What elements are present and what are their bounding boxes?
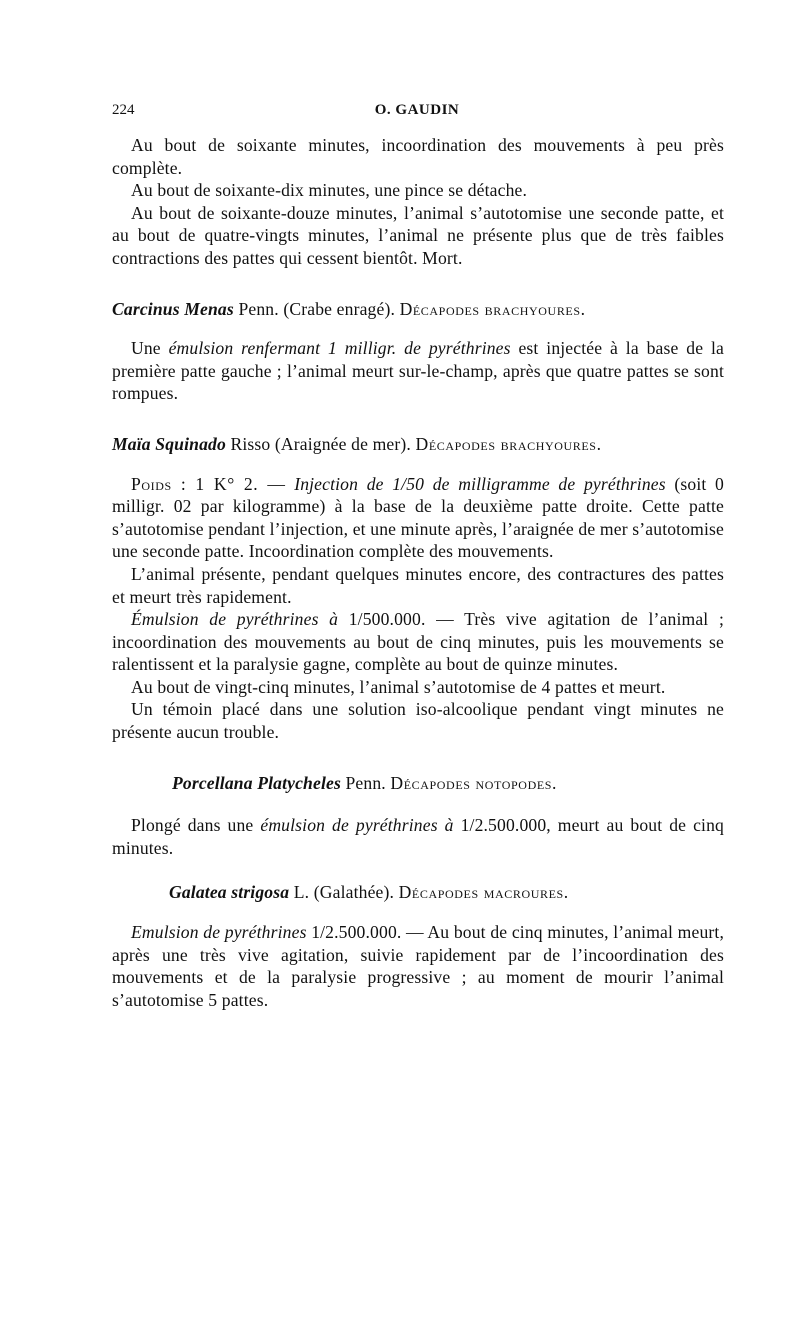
species-author: Penn. (238, 298, 279, 319)
italic-run: Emulsion de pyréthrines (131, 922, 307, 943)
common-name: (Crabe enragé). (283, 298, 395, 319)
italic-run: Injection de 1/50 de milligramme de pyréthrines (294, 473, 666, 494)
text-run: (soit 0 milligr. 02 par kilogramme) à la base de la deuxième patte droite. Cette patte s’autotomise pendant l’injection, et une minute après, l’araignée de mer s’autotomise une seconde patte. Incoordination complète des mouvements. (112, 473, 724, 562)
text-run: 1/500.000. — Très vive agitation de l’animal ; incoordination des mouvements au bout de cinq minutes, puis les mouvements se ralentissent et la paralysie gagne, complète au bout de quinze minutes. (112, 609, 724, 675)
text-run: 1/2.500.000. — Au bout de cinq minutes, l’animal meurt, après une très vive agitation, suivie rapidement par de l’incoordination des mouvements et de la paralysie progressive ; au moment de mourir l’animal s’autotomise 5 pattes. (112, 922, 724, 1010)
text-run: Poids : 1 K° 2. — (131, 473, 286, 494)
species-name: Porcellana Platycheles (172, 772, 341, 793)
text-run: 1/2.500.000, meurt au bout de cinq minutes. (112, 815, 724, 858)
taxonomic-group: Décapodes brachyoures. (415, 433, 602, 454)
paragraph (112, 921, 724, 1011)
paragraph: Au bout de soixante-douze minutes, l’animal s’autotomise une seconde patte, et au bout de quatre-vingts minutes, l’animal ne présente plus que de très faibles contractions des pattes qui cessent bientôt. Mort. (112, 202, 724, 268)
paragraph: Au bout de soixante-dix minutes, une pince se détache. (131, 180, 528, 201)
paragraph (112, 608, 724, 676)
page-header (112, 102, 722, 128)
paragraph: Un témoin placé dans une solution iso-alcoolique pendant vingt minutes ne présente aucun trouble. (112, 699, 724, 743)
species-name: Carcinus Menas (112, 298, 234, 319)
species-name: Maïa Squinado (112, 433, 226, 454)
species-author: L. (293, 882, 310, 903)
taxonomic-group: Décapodes macroures. (398, 882, 569, 903)
page-number: 224 (112, 102, 135, 118)
italic-run: émulsion renfermant 1 milligr. de pyréthrines (168, 338, 511, 359)
section-heading-maia (112, 433, 724, 456)
common-name: (Galathée). (313, 882, 395, 903)
species-author: Risso (230, 433, 271, 454)
italic-run: Émulsion de pyréthrines à (131, 609, 339, 630)
text-run: Une (131, 338, 161, 359)
taxonomic-group: Décapodes brachyoures. (399, 298, 586, 319)
paragraph: Au bout de soixante minutes, incoordination des mouvements à peu près complète. (112, 135, 724, 178)
paragraph: L’animal présente, pendant quelques minutes encore, des contractures des pattes et meurt très rapidement. (112, 563, 724, 607)
text-run: est injectée à la base de la première patte gauche ; l’animal meurt sur-le-champ, après que quatre pattes se sont rompues. (112, 338, 724, 404)
section-heading-carcinus (112, 298, 724, 321)
text-run: Plongé dans une (131, 815, 254, 836)
common-name: (Araignée de mer). (274, 433, 411, 454)
section-heading-galatea (112, 881, 724, 904)
paragraph (112, 337, 724, 405)
paragraph (112, 473, 724, 563)
italic-run: émulsion de pyréthrines à (260, 815, 454, 836)
taxonomic-group: Décapodes notopodes. (390, 772, 558, 793)
section-heading-porcellana (112, 772, 724, 795)
running-head: O. GAUDIN (374, 102, 460, 118)
body-text (112, 134, 724, 1011)
paragraph: Au bout de vingt-cinq minutes, l’animal s’autotomise de 4 pattes et meurt. (131, 676, 666, 697)
paragraph (112, 814, 724, 859)
species-author: Penn. (345, 772, 386, 793)
species-name: Galatea strigosa (169, 882, 290, 903)
